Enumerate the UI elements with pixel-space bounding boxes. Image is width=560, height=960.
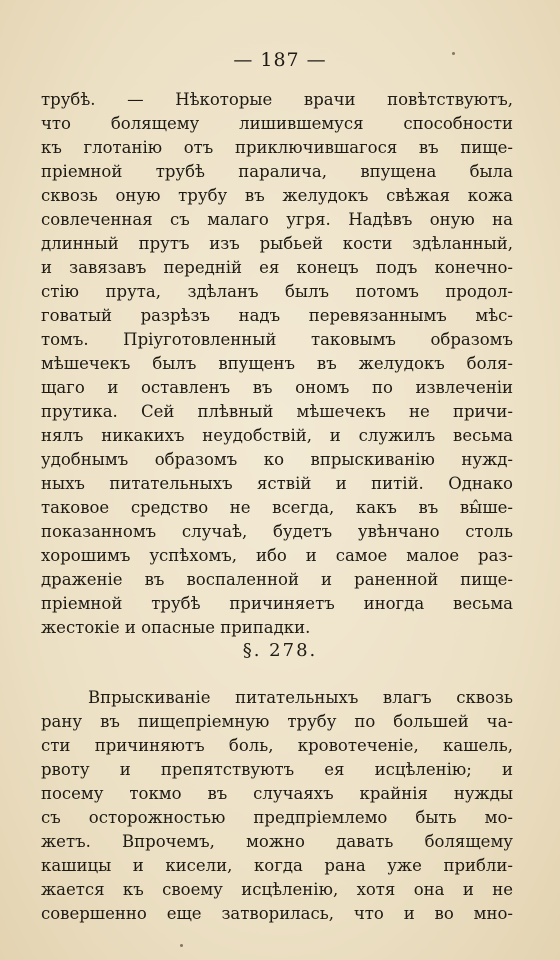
text-line: хорошимъ успѣхомъ, ибо и самое малое раз-: [41, 546, 513, 565]
text-line: сти причиняютъ боль, кровотеченіе, кашель,: [41, 736, 513, 755]
text-line: совершенно еще затворилась, что и во мно-: [41, 904, 513, 923]
text-line: къ глотанію отъ приключившагося въ пище-: [41, 138, 513, 157]
text-line: таковое средство не всегда, какъ въ вы̂ше-: [41, 498, 513, 517]
text-line: удобнымъ образомъ ко впрыскиванію нужд-: [41, 450, 513, 469]
text-line: жетъ. Впрочемъ, можно давать болящему: [41, 832, 513, 851]
text-line: мѣшечекъ былъ впущенъ въ желудокъ боля-: [41, 354, 513, 373]
text-line: и завязавъ передній ея конецъ подъ конечно-: [41, 258, 513, 277]
text-line: пріемной трубѣ паралича, впущена была: [41, 162, 513, 181]
section-heading: §. 278.: [242, 640, 318, 661]
text-line: жается къ своему исцѣленію, хотя она и не: [41, 880, 513, 899]
paper-speck: [180, 944, 183, 947]
text-line: прутика. Сей плѣвный мѣшечекъ не причи-: [41, 402, 513, 421]
text-line: кашицы и кисели, когда рана уже прибли-: [41, 856, 513, 875]
text-line: говатый разрѣзъ надъ перевязаннымъ мѣс-: [41, 306, 513, 325]
text-line: жестокіе и опасные припадки.: [41, 618, 311, 637]
text-line: драженіе въ воспаленной и раненной пище-: [41, 570, 513, 589]
text-line: стію прута, здѣланъ былъ потомъ продол-: [41, 282, 513, 301]
text-line: что болящему лишившемуся способности: [41, 114, 513, 133]
paper-speck: [452, 52, 455, 55]
text-line: щаго и оставленъ въ ономъ по извлеченіи: [41, 378, 513, 397]
page-number: — 187 —: [233, 49, 327, 71]
text-line: показанномъ случаѣ, будетъ увѣнчано столь: [41, 522, 513, 541]
text-line: съ осторожностью предпріемлемо быть мо-: [41, 808, 513, 827]
text-line: сквозь оную трубу въ желудокъ свѣжая кожа: [41, 186, 513, 205]
text-line: ныхъ питательныхъ яствій и питій. Однако: [41, 474, 513, 493]
text-line: длинный прутъ изъ рыбьей кости здѣланный,: [41, 234, 513, 253]
text-line: рану въ пищепріемную трубу по большей ча-: [41, 712, 513, 731]
text-line: нялъ никакихъ неудобствій, и служилъ весьма: [41, 426, 513, 445]
text-line: посему токмо въ случаяхъ крайнія нужды: [41, 784, 513, 803]
text-line: совлеченная съ малаго угря. Надѣвъ оную на: [41, 210, 513, 229]
text-line: Впрыскиваніе питательныхъ влагъ сквозь: [88, 688, 513, 707]
text-line: томъ. Пріуготовленный таковымъ образомъ: [41, 330, 513, 349]
text-line: пріемной трубѣ причиняетъ иногда весьма: [41, 594, 513, 613]
text-line: трубѣ. — Нѣкоторые врачи повѣтствуютъ,: [41, 90, 513, 109]
text-line: рвоту и препятствуютъ ея исцѣленію; и: [41, 760, 513, 779]
